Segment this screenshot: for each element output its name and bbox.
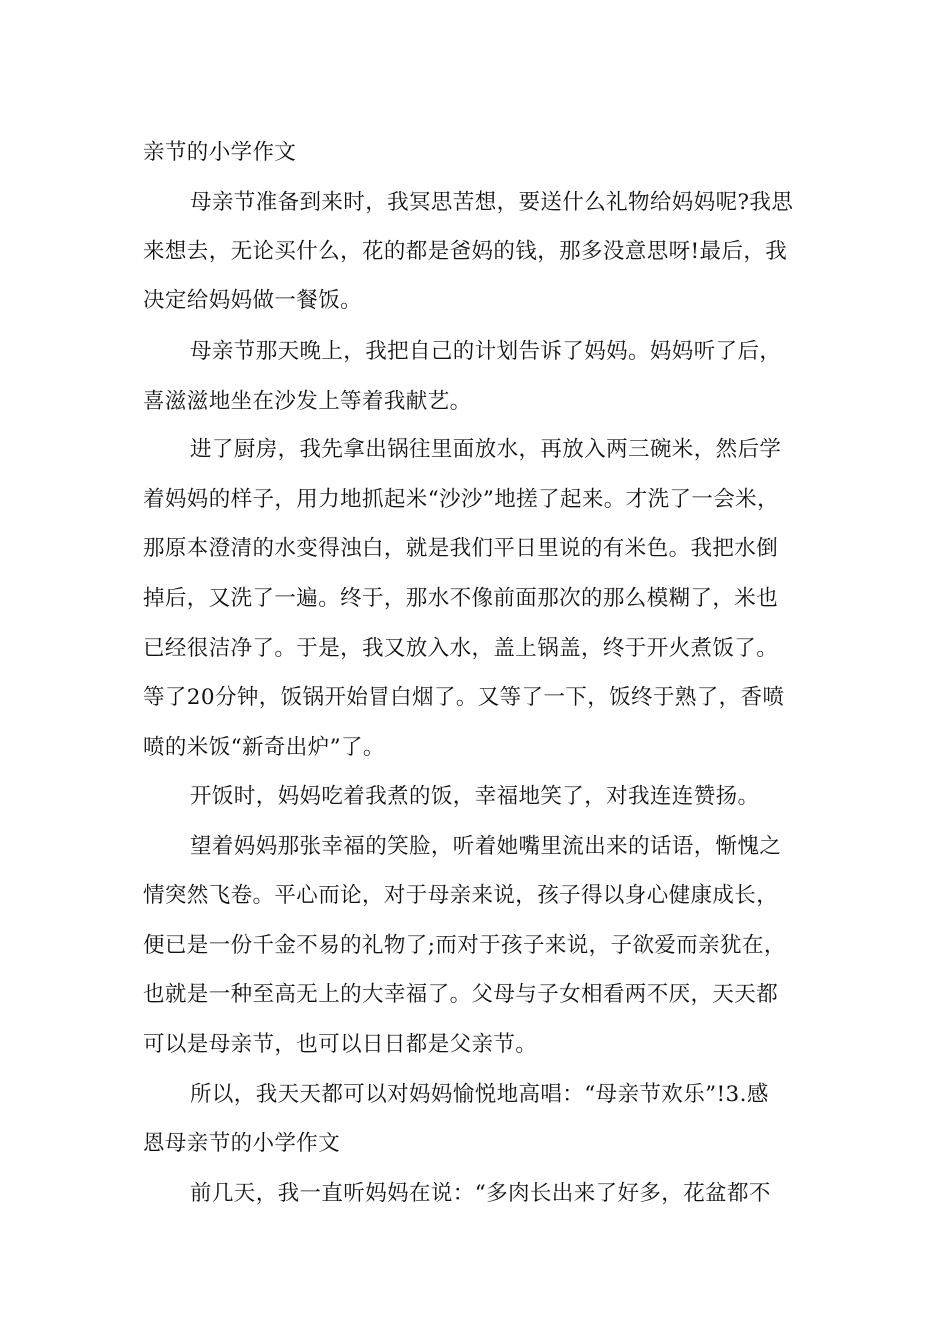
text-line: 等了20分钟，饭锅开始冒白烟了。又等了一下，饭终于熟了，香喷 <box>143 685 785 710</box>
text-line: 已经很洁净了。于是，我又放入水，盖上锅盖，终于开火煮饭了。 <box>143 636 779 661</box>
text-line: 恩母亲节的小学作文 <box>143 1131 341 1156</box>
text-line: 开饭时，妈妈吃着我煮的饭，幸福地笑了，对我连连赞扬。 <box>190 784 760 809</box>
text-line: 亲节的小学作文 <box>143 140 297 165</box>
text-line: 前几天，我一直听妈妈在说：“多肉长出来了好多，花盆都不 <box>190 1181 771 1206</box>
text-line: 母亲节那天晚上，我把自己的计划告诉了妈妈。妈妈听了后， <box>190 339 782 364</box>
text-line: 那原本澄清的水变得浊白，就是我们平日里说的有米色。我把水倒 <box>143 536 779 561</box>
text-line: 来想去，无论买什么，花的都是爸妈的钱，那多没意思呀!最后，我 <box>143 239 788 264</box>
text-line: 进了厨房，我先拿出锅往里面放水，再放入两三碗米，然后学 <box>190 437 782 462</box>
text-line: 所以，我天天都可以对妈妈愉悦地高唱：“母亲节欢乐”!3.感 <box>190 1082 769 1107</box>
text-line: 也就是一种至高无上的大幸福了。父母与子女相看两不厌，天天都 <box>143 982 779 1007</box>
text-line: 喷的米饭“新奇出炉”了。 <box>143 735 385 760</box>
text-line: 便已是一份千金不易的礼物了;而对于孩子来说，子欲爱而亲犹在， <box>143 933 786 958</box>
text-line: 喜滋滋地坐在沙发上等着我献艺。 <box>143 389 472 414</box>
text-line: 决定给妈妈做一餐饭。 <box>143 288 363 313</box>
text-line: 望着妈妈那张幸福的笑脸，听着她嘴里流出来的话语，惭愧之 <box>190 834 782 859</box>
text-line: 情突然飞卷。平心而论，对于母亲来说，孩子得以身心健康成长， <box>143 883 779 908</box>
text-line: 着妈妈的样子，用力地抓起米“沙沙”地搓了起来。才洗了一会米， <box>143 487 779 512</box>
text-line: 母亲节准备到来时，我冥思苦想，要送什么礼物给妈妈呢?我思 <box>190 190 794 215</box>
text-line: 可以是母亲节，也可以日日都是父亲节。 <box>143 1032 538 1057</box>
text-line: 掉后，又洗了一遍。终于，那水不像前面那次的那么模糊了，米也 <box>143 586 779 611</box>
